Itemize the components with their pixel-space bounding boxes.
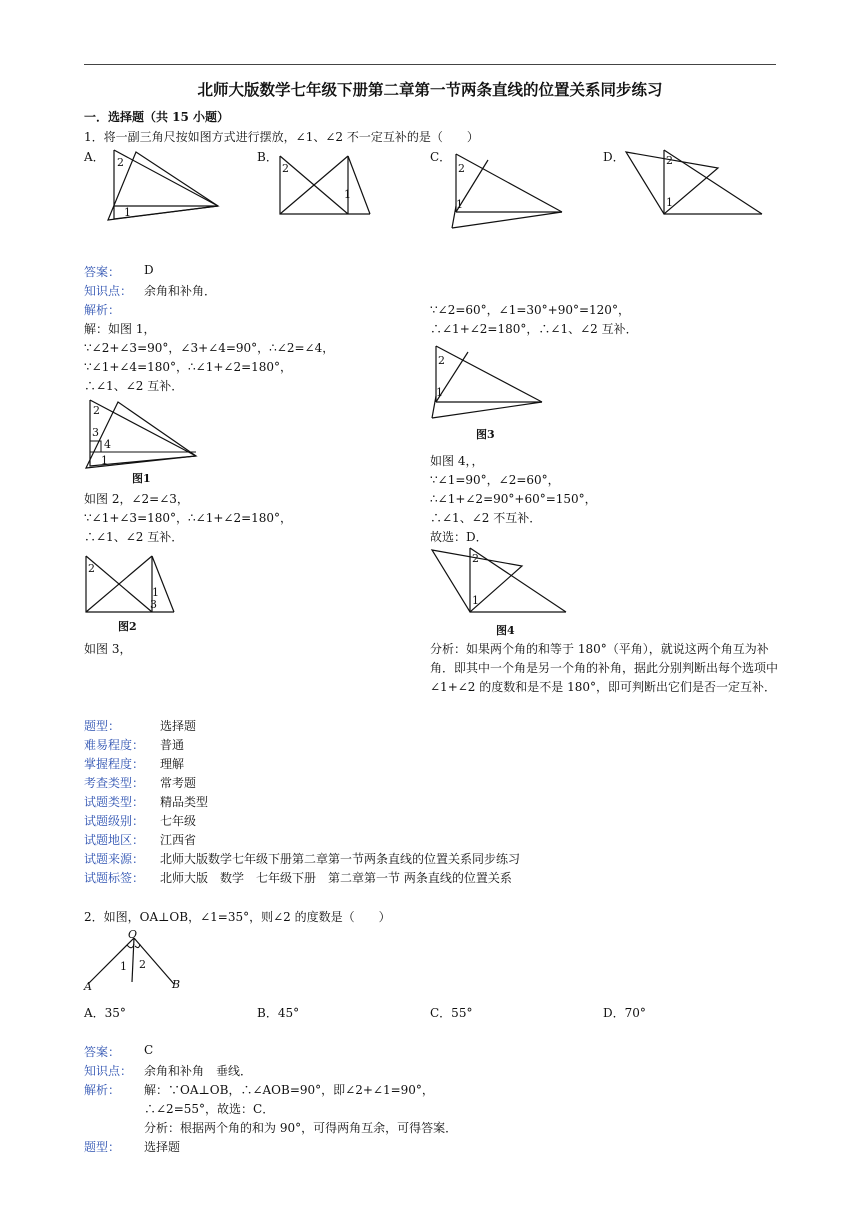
q1-option-d: D． [603,150,625,164]
q1-difficulty-label: 难易程度： [84,738,145,752]
page-title: 北师大版数学七年级下册第二章第一节两条直线的位置关系同步练习 [197,80,663,99]
q1-solution-line: 解：如图 1， [84,322,156,336]
q1-figure-a [100,144,225,224]
q1-right-line: ∴∠1+∠2=180°，∴∠1、∠2 互补． [430,322,638,336]
q1-option-b: B． [257,150,278,164]
svg-text:1: 1 [472,594,479,607]
q1-level: 七年级 [160,814,197,828]
figure-4-caption: 图4 [496,624,515,637]
q1-item-type: 精品类型 [160,795,209,809]
q1-solution-line: ∵∠2+∠3=90°，∠3+∠4=90°，∴∠2=∠4， [84,341,335,355]
q1-fig4-line: 故选：D． [430,530,488,544]
q2-stem: 2．如图，OA⊥OB，∠1=35°，则∠2 的度数是（ ） [84,910,391,924]
figure-4 [428,546,573,638]
q2-analysis-line: ∴∠2=55°，故选：C． [144,1102,275,1116]
svg-text:2: 2 [438,354,445,367]
q1-source-label: 试题来源： [84,852,145,866]
q2-analysis-label: 解析： [84,1083,121,1097]
figure-3 [430,342,548,442]
q2-label-2: 2 [139,958,146,971]
q1-answer-label: 答案： [84,265,121,279]
svg-text:3: 3 [150,598,157,611]
figure-2-caption: 图2 [118,620,137,633]
q1-item-type-label: 试题类型： [84,795,145,809]
svg-text:3: 3 [92,426,99,439]
q1-exam-type-label: 考查类型： [84,776,145,790]
q2-knowledge: 余角和补角 垂线． [144,1064,253,1078]
svg-text:2: 2 [117,156,124,169]
svg-text:1: 1 [666,196,673,209]
q1-figure-c [448,150,568,230]
svg-text:2: 2 [88,562,95,575]
q1-fig4-line: ∴∠1、∠2 不互补． [430,511,542,525]
q1-figure-d [620,148,770,220]
q1-tags-label: 试题标签： [84,871,145,885]
q2-label-1: 1 [120,960,127,973]
q1-solution-line: ∵∠1+∠4=180°，∴∠1+∠2=180°， [84,360,293,374]
q1-analysis-note: 分析：如果两个角的和等于 180°（平角），就说这两个角互为补角．即其中一个角是另一个角的补角，据此分别判断出每个选项中∠1+∠2 的度数和是不是 180°，即可判断出它们是否一定互补． [430,642,779,694]
q2-answer-label: 答案： [84,1045,121,1059]
figure-3-caption: 图3 [476,428,495,441]
q2-figure [82,926,192,994]
q2-qtype-label: 题型： [84,1140,121,1154]
svg-text:4: 4 [104,438,111,451]
svg-text:2: 2 [93,404,100,417]
q1-right-line: ∵∠2=60°，∠1=30°+90°=120°， [430,303,630,317]
q1-fig4-line: 如图 4，， [430,454,484,468]
top-rule [84,64,776,65]
q1-knowledge: 余角和补角． [144,284,217,298]
q2-label-o: O [128,928,138,941]
svg-text:1: 1 [152,586,159,599]
q2-qtype: 选择题 [144,1140,181,1154]
q1-difficulty: 普通 [160,738,185,752]
q2-label-a: A [84,980,92,993]
q1-figure-b [274,150,374,218]
svg-text:2: 2 [666,154,673,167]
q2-answer: C [144,1043,154,1057]
q1-qtype-label: 题型： [84,719,121,733]
q1-option-c: C． [430,150,452,164]
q2-option-d: D．70° [603,1006,646,1020]
q2-analysis-line: 解：∵OA⊥OB，∴∠AOB=90°，即∠2+∠1=90°， [144,1083,434,1097]
figure-1 [84,394,204,486]
svg-text:2: 2 [458,162,465,175]
q2-label-b: B [172,978,181,991]
svg-text:1: 1 [101,454,108,467]
q1-answer: D [144,263,154,277]
q1-fig2-line: 如图 2，∠2=∠3， [84,492,189,506]
q1-exam-type: 常考题 [160,776,197,790]
q1-solution-line: ∴∠1、∠2 互补． [84,379,184,393]
q1-source: 北师大版数学七年级下册第二章第一节两条直线的位置关系同步练习 [160,852,521,866]
figure-2 [82,550,182,636]
svg-text:1: 1 [344,188,351,201]
q1-option-a: A． [84,150,105,164]
svg-text:2: 2 [472,552,479,565]
q1-fig2-line: ∵∠1+∠3=180°，∴∠1+∠2=180°， [84,511,293,525]
svg-text:1: 1 [456,198,463,211]
q1-analysis-label: 解析： [84,303,121,317]
svg-text:1: 1 [436,386,443,399]
q2-option-b: B．45° [257,1006,300,1020]
q1-fig4-line: ∵∠1=90°，∠2=60°， [430,473,560,487]
svg-text:2: 2 [282,162,289,175]
svg-text:1: 1 [124,206,131,219]
q2-knowledge-label: 知识点： [84,1064,133,1078]
q1-region: 江西省 [160,833,197,847]
q1-stem: 1．将一副三角尺按如图方式进行摆放，∠1、∠2 不一定互补的是（ ） [84,130,479,144]
q1-tags: 北师大版 数学 七年级下册 第二章第一节 两条直线的位置关系 [160,871,512,885]
q1-qtype: 选择题 [160,719,197,733]
section-heading: 一．选择题（共 15 小题） [84,110,230,124]
figure-1-caption: 图1 [132,472,151,485]
q1-mastery: 理解 [160,757,185,771]
q2-analysis-line: 分析：根据两个角的和为 90°，可得两角互余，可得答案． [144,1121,458,1135]
q1-region-label: 试题地区： [84,833,145,847]
q2-option-c: C．55° [430,1006,473,1020]
q1-knowledge-label: 知识点： [84,284,133,298]
q1-level-label: 试题级别： [84,814,145,828]
q1-fig4-line: ∴∠1+∠2=90°+60°=150°， [430,492,597,506]
q1-fig2-line: ∴∠1、∠2 互补． [84,530,184,544]
q2-option-a: A．35° [84,1006,126,1020]
q1-mastery-label: 掌握程度： [84,757,145,771]
q1-fig3-intro: 如图 3， [84,642,132,656]
